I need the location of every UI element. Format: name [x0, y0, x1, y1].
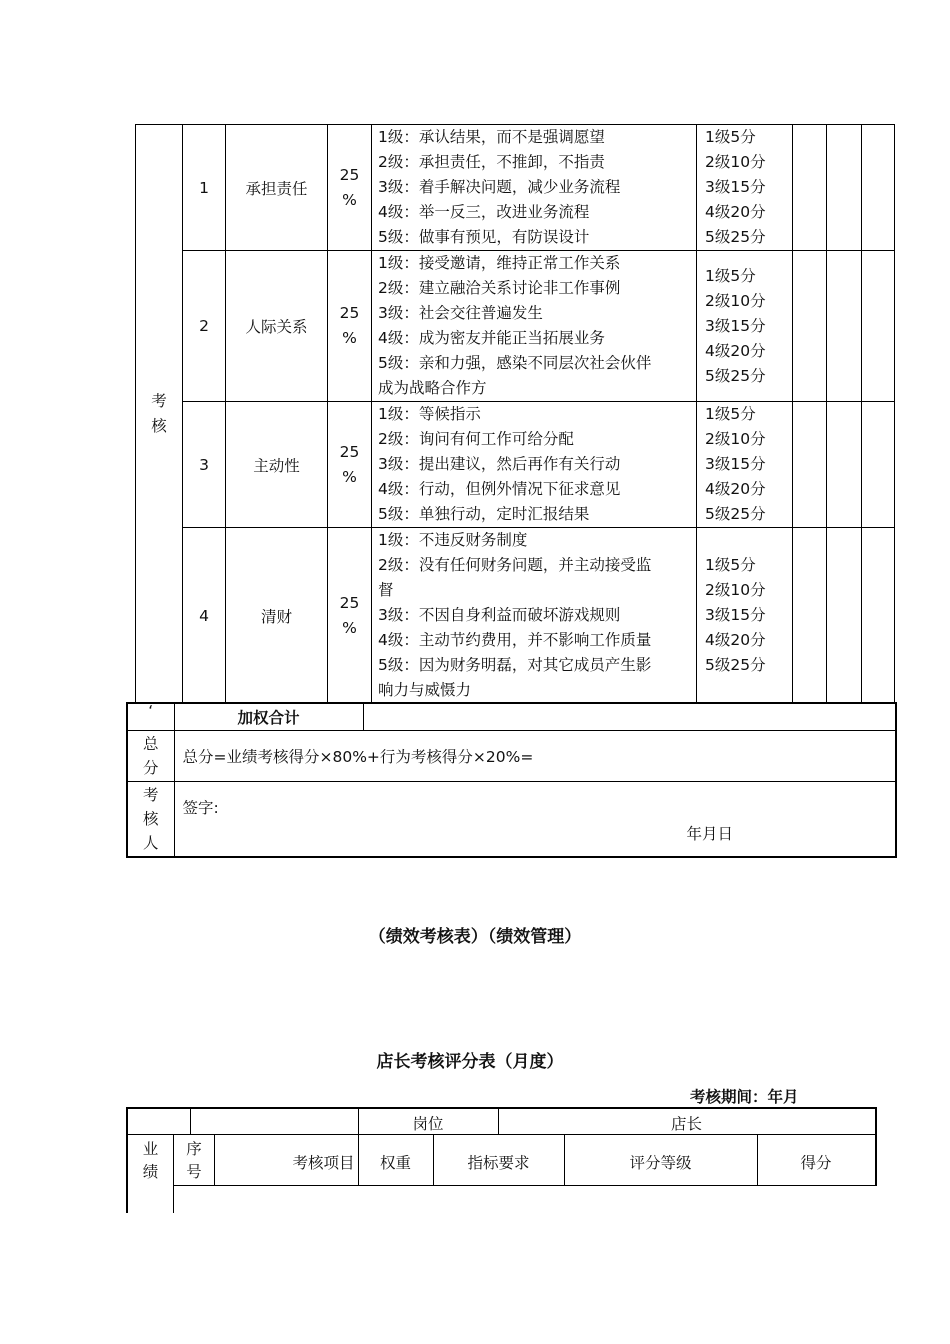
weight-unit: %	[342, 618, 357, 637]
behavior-assessment-table	[135, 124, 895, 704]
assessment-period: 考核期间：年月	[690, 1088, 799, 1106]
item-header: 考核项目	[292, 1154, 355, 1172]
score-line: 5级25分	[705, 366, 766, 385]
blank-cell	[827, 528, 862, 704]
criteria-line: 4级：成为密友并能正当拓展业务	[378, 329, 605, 347]
score-line: 3级15分	[705, 178, 766, 196]
weight-value: 25	[339, 442, 360, 461]
criteria-line: 1级：承认结果，而不是强调愿望	[378, 128, 605, 146]
table-row	[127, 703, 896, 730]
total-score-label	[127, 730, 174, 781]
weight-value: 25	[339, 304, 360, 322]
document-title: （绩效考核表）（绩效管理）	[368, 927, 582, 947]
performance-label-char: 业	[142, 1140, 159, 1158]
weight-unit: %	[342, 190, 357, 209]
serial-header	[174, 1138, 214, 1184]
total-formula: 总分=业绩考核得分×80%+行为考核得分×20%=	[174, 730, 896, 781]
row1-bottom	[126, 1134, 877, 1135]
score-line: 3级15分	[705, 316, 766, 335]
criteria-line: 3级：着手解决问题，减少业务流程	[378, 178, 621, 196]
criteria-line: 2级：建立融洽关系讨论非工作事例	[378, 279, 621, 297]
total-label-char: 分	[142, 758, 159, 777]
score-line: 4级20分	[705, 631, 766, 649]
requirement-header: 指标要求	[467, 1154, 530, 1172]
item-name: 人际关系	[226, 251, 328, 402]
table-row	[136, 251, 895, 402]
score-header: 得分	[800, 1154, 832, 1172]
score-line: 3级15分	[705, 606, 766, 624]
weight-cell	[328, 528, 372, 704]
item-name: 承担责任	[226, 125, 328, 251]
criteria-cell	[372, 402, 697, 528]
weight-cell	[328, 402, 372, 528]
score-line: 5级25分	[705, 228, 766, 246]
score-line: 2级10分	[705, 291, 766, 310]
blank-cell	[793, 251, 827, 402]
criteria-line: 督	[378, 581, 394, 599]
criteria-line: 4级：举一反三，改进业务流程	[378, 203, 590, 221]
criteria-line: 3级：社会交往普遍发生	[378, 304, 543, 322]
weight-cell	[328, 251, 372, 402]
store-manager-table	[126, 1107, 877, 1217]
score-line: 1级5分	[705, 266, 756, 285]
weight-header: 权重	[379, 1154, 411, 1172]
criteria-line: 5级：单独行动，定时汇报结果	[378, 505, 590, 523]
row-number: 4	[183, 528, 226, 704]
signature-label: 签字:	[182, 798, 219, 817]
section-label: 考核	[151, 392, 167, 436]
summary-table	[126, 702, 897, 858]
criteria-line: 1级：不违反财务制度	[378, 531, 528, 549]
row2-bottom	[173, 1185, 877, 1186]
weighted-total-value	[363, 703, 896, 730]
criteria-line: 响力与威慑力	[378, 681, 472, 699]
grid-line	[190, 1107, 191, 1135]
score-line: 5级25分	[705, 656, 766, 674]
form-title: 店长考核评分表（月度）	[376, 1052, 564, 1072]
criteria-line: 3级：不因自身利益而破坏游戏规则	[378, 606, 621, 624]
criteria-cell	[372, 251, 697, 402]
criteria-line: 1级：等候指示	[378, 405, 481, 423]
score-line: 1级5分	[705, 128, 756, 146]
criteria-line: 2级：承担责任，不推卸，不指责	[378, 153, 605, 171]
weight-cell	[328, 125, 372, 251]
blank-cell	[827, 402, 862, 528]
blank-cell	[862, 528, 895, 704]
score-line: 2级10分	[705, 153, 766, 171]
table-row	[127, 730, 896, 781]
criteria-cell	[372, 125, 697, 251]
score-line: 5级25分	[705, 505, 766, 523]
blank-cell	[862, 251, 895, 402]
criteria-line: 4级：行动，但例外情况下征求意见	[378, 480, 621, 498]
blank-cell	[862, 125, 895, 251]
score-line: 4级20分	[705, 341, 766, 360]
criteria-line: 成为战略合作方	[378, 379, 487, 397]
blank-cell	[862, 402, 895, 528]
signature-date: 年月日	[686, 824, 734, 843]
score-line: 4级20分	[705, 203, 766, 221]
weight-value: 25	[339, 165, 360, 184]
score-cell	[697, 125, 793, 251]
post-value: 店长	[670, 1115, 702, 1133]
criteria-line: 2级：询问有何工作可给分配	[378, 430, 574, 448]
criteria-line: 5级：亲和力强，感染不同层次社会伙伴	[378, 354, 652, 372]
performance-label	[128, 1138, 173, 1184]
serial-header-char: 号	[186, 1163, 202, 1181]
score-cell	[697, 251, 793, 402]
section-label-cell	[136, 125, 183, 704]
score-line: 2级10分	[705, 430, 766, 448]
weight-unit: %	[342, 329, 357, 347]
total-label-char: 总	[142, 734, 159, 753]
score-cell	[697, 528, 793, 704]
table-row	[136, 125, 895, 251]
post-label: 岗位	[412, 1115, 444, 1133]
criteria-line: 4级：主动节约费用，并不影响工作质量	[378, 631, 652, 649]
serial-header-char: 序	[186, 1140, 202, 1158]
score-line: 4级20分	[705, 480, 766, 498]
criteria-cell	[372, 528, 697, 704]
reviewer-label-char: 核	[142, 809, 159, 828]
blank-cell	[827, 125, 862, 251]
criteria-line: 5级：做事有预见，有防误设计	[378, 228, 590, 246]
score-cell	[697, 402, 793, 528]
frame-right	[875, 1107, 877, 1186]
criteria-line: 3级：提出建议，然后再作有关行动	[378, 455, 621, 473]
blank-cell	[793, 125, 827, 251]
reviewer-label	[127, 781, 174, 857]
item-name: 主动性	[226, 402, 328, 528]
blank-cell	[827, 251, 862, 402]
criteria-line: 1级：接受邀请，维持正常工作关系	[378, 254, 621, 272]
blank-cell	[793, 528, 827, 704]
criteria-line: 5级：因为财务明磊，对其它成员产生影	[378, 656, 652, 674]
criteria-line: 2级：没有任何财务问题，并主动接受监	[378, 556, 652, 574]
blank-cell	[793, 402, 827, 528]
frame-top	[126, 1107, 877, 1109]
reviewer-label-char: 考	[142, 785, 159, 804]
quote-mark: ‘	[127, 703, 174, 730]
reviewer-label-char: 人	[142, 833, 159, 852]
table-row	[136, 402, 895, 528]
weight-value: 25	[339, 593, 360, 612]
row-number: 2	[183, 251, 226, 402]
row-number: 1	[183, 125, 226, 251]
signature-cell	[174, 781, 896, 857]
score-line: 1级5分	[705, 556, 756, 574]
table-row	[127, 781, 896, 857]
weight-unit: %	[342, 467, 357, 486]
grade-header: 评分等级	[629, 1154, 692, 1172]
score-line: 2级10分	[705, 581, 766, 599]
performance-label-char: 绩	[142, 1163, 159, 1181]
item-name: 清财	[226, 528, 328, 704]
row-number: 3	[183, 402, 226, 528]
score-line: 3级15分	[705, 455, 766, 473]
score-line: 1级5分	[705, 405, 756, 423]
weighted-total-label: 加权合计	[174, 703, 363, 730]
table-row	[136, 528, 895, 704]
